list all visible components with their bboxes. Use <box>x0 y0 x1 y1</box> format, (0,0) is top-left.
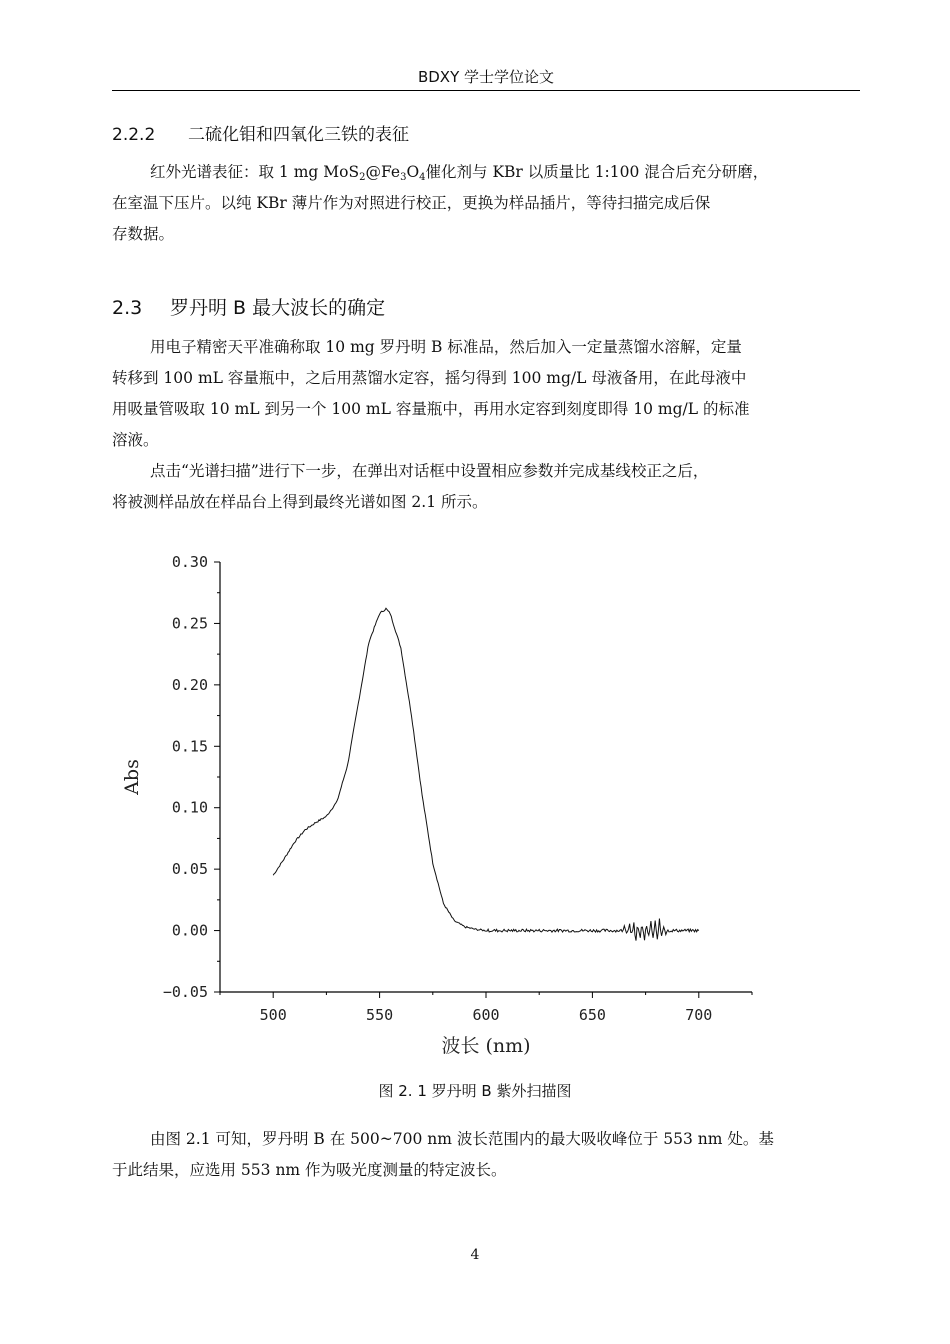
subscript: 2 <box>359 172 366 183</box>
paragraph-line: 将被测样品放在样品台上得到最终光谱如图 2.1 所示。 <box>112 493 488 511</box>
page-header: BDXY 学士学位论文 <box>417 68 555 86</box>
y-tick-label: 0.10 <box>171 798 208 817</box>
y-tick-label: 0.25 <box>171 614 208 633</box>
paragraph-preparation <box>112 332 860 518</box>
paragraph-line: 用电子精密天平准确称取 10 mg 罗丹明 B 标准品，然后加入一定量蒸馏水溶解，定量 <box>150 338 742 356</box>
x-tick-label: 700 <box>685 1006 713 1024</box>
figure-caption: 图 2. 1 罗丹明 B 紫外扫描图 <box>378 1082 572 1100</box>
text-run: @Fe <box>365 163 401 181</box>
text-run: O <box>406 163 420 181</box>
paragraph-line: 存数据。 <box>112 225 175 243</box>
subscript: 4 <box>419 172 426 183</box>
section-number: 2.3 <box>112 297 143 319</box>
paragraph-line: 转移到 100 mL 容量瓶中，之后用蒸馏水定容，摇匀得到 100 mg/L 母液备用，在此母液中 <box>112 369 747 387</box>
header-rule <box>112 90 860 91</box>
text-run: 红外光谱表征：取 1 mg MoS <box>150 163 360 181</box>
paragraph-line: 在室温下压片。以纯 KBr 薄片作为对照进行校正，更换为样品插片，等待扫描完成后保 <box>112 194 711 212</box>
y-axis-title: Abs <box>121 759 143 795</box>
paragraph-line: 点击“光谱扫描”进行下一步，在弹出对话框中设置相应参数并完成基线校正之后， <box>150 462 709 480</box>
y-tick-label: 0.20 <box>171 675 208 694</box>
y-tick-label: 0.00 <box>171 921 208 940</box>
paragraph-line: 于此结果，应选用 553 nm 作为吸光度测量的特定波长。 <box>112 1161 507 1179</box>
section-heading-2-3 <box>112 293 385 320</box>
subscript: 3 <box>400 172 407 183</box>
paragraph-line: 溶液。 <box>112 431 159 449</box>
x-tick-label: 550 <box>366 1006 394 1024</box>
paragraph-conclusion <box>112 1124 860 1186</box>
section-heading-2-2-2 <box>112 120 409 145</box>
y-tick-label: 0.05 <box>171 860 208 879</box>
y-tick-label: 0.15 <box>171 737 208 756</box>
paragraph-ir <box>112 157 860 250</box>
section-number: 2.2.2 <box>112 125 156 145</box>
paragraph-line: 由图 2.1 可知，罗丹明 B 在 500~700 nm 波长范围内的最大吸收峰位于 553 nm 处。基 <box>150 1130 774 1148</box>
x-tick-label: 650 <box>578 1006 606 1024</box>
x-tick-label: 500 <box>259 1006 287 1024</box>
x-tick-label: 600 <box>472 1006 500 1024</box>
x-axis-title: 波长 (nm) <box>441 1035 531 1057</box>
y-tick-label: −0.05 <box>162 983 208 1001</box>
paragraph-line: 用吸量管吸取 10 mL 到另一个 100 mL 容量瓶中，再用水定容到刻度即得 10 mg/L 的标准 <box>112 400 750 418</box>
text-run: 催化剂与 KBr 以质量比 1:100 混合后充分研磨， <box>425 163 769 181</box>
uv-spectrum-chart <box>100 540 780 1060</box>
spectrum-line <box>273 608 699 940</box>
y-tick-label: 0.30 <box>171 553 208 571</box>
section-title: 二硫化钼和四氧化三铁的表征 <box>188 125 409 145</box>
paragraph-line <box>112 157 860 188</box>
page-number: 4 <box>470 1247 480 1263</box>
section-title: 罗丹明 B 最大波长的确定 <box>170 297 386 319</box>
